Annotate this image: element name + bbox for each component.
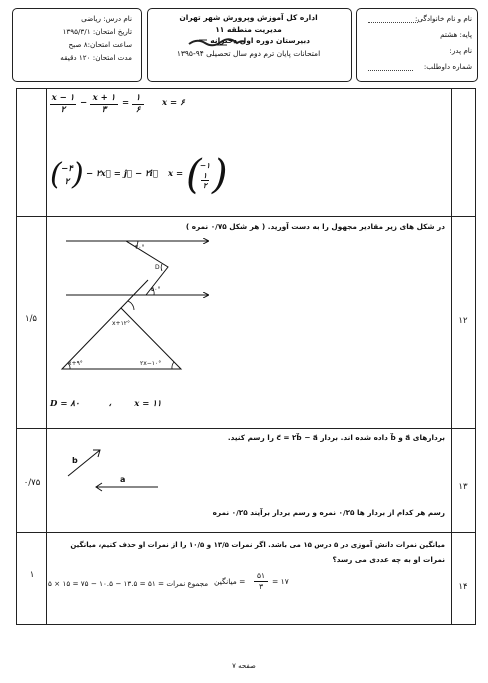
header-right-info [358,11,472,75]
q14-text-line1: میانگین نمرات دانش آموزی در ۵ درس ۱۵ می باشد. اگر نمرات ۱۳/۵ و ۱۰/۵ را از نمرات او حذف کنیم، میانگین [70,541,445,549]
mean-result: = ۱۷ [272,577,289,586]
header-left-info [14,12,132,64]
page-number: صفحه ۷ [232,662,256,670]
exam-duration-label: مدت امتحان: ۱۲۰ دقیقه [60,53,132,62]
eq1-answer: x = ۶ [162,98,185,108]
row-divider-3 [16,532,476,533]
mean-numerator: ۵۱ [254,571,268,582]
father-name-label: نام پدر: [449,46,472,55]
triangle-extension [121,280,148,308]
number-column-divider [451,88,452,625]
eq2-rest: − ۲x⃗ = j⃗ − ۲i⃗ [86,169,158,179]
region-title: مدیریت منطقه ۱۱ [215,25,282,34]
eq1-num2: x + ۱ [90,93,118,105]
candidate-number-label: شماره داوطلب: [423,62,472,71]
q13-text: بردارهای a⃗ و b⃗ داده شده اند. بردار c⃗ = ۲b⃗ − a⃗ را رسم کنید. [227,433,445,442]
exam-time-label: ساعت امتحان:۸ صبح [68,40,132,49]
mean-denominator: ۳ [258,582,264,591]
row-divider-1 [16,216,476,217]
eq2-vector-top: −۴ [61,164,73,174]
exam-title: امتحانات پایان ترم دوم سال تحصیلی ۹۴-۱۳۹۵ [176,49,321,58]
angle-label-50: ۵۰° [151,286,161,293]
q14-text-line2: نمرات او به چه عددی می رسد؟ [332,555,445,564]
grade-label: پایه: هشتم [440,30,472,39]
eq1-rhs-num: ۱ [132,93,144,105]
q14-number: ۱۴ [458,582,468,592]
answer-x: x = ۱۱ [134,399,162,409]
angle-label-d: D [155,264,160,271]
mean-label: میانگین = [214,577,246,586]
exam-date-label: تاریخ امتحان: ۱۳۹۵/۳/۱ [62,27,132,36]
eq2-vector-bottom: ۲ [64,177,70,187]
q13-vectors [60,440,170,500]
answer-separator: ، [108,399,112,409]
eq1-den1: ۲ [60,105,66,115]
q13-number: ۱۳ [458,482,468,492]
eq2-answer-mid-den: ۲ [202,181,208,190]
subject-label: نام درس: ریاضی [81,14,132,23]
eq1-den2: ۳ [101,105,107,115]
name-label: نام و نام خانوادگی: [415,14,472,23]
org-title: اداره کل آموزش وپرورش شهر تهران [179,13,318,22]
vector-a-label: a [120,475,126,484]
q12-number: ۱۲ [458,316,468,326]
eq1-num1: x − ۱ [51,93,75,103]
angle-label-top: x+۱۲° [112,320,131,327]
vector-b-label: b [72,456,78,465]
name-dotted-line [368,22,418,23]
zigzag-line [126,241,168,295]
number-dotted-line [368,70,413,71]
q13-score: ۰/۷۵ [23,478,41,488]
eq2-x-label: x = [168,169,184,179]
school-logo [147,36,350,48]
angle-label-30: ۳۰° [135,244,145,251]
angle-label-left: x+۹° [68,360,83,367]
row-divider-2 [16,428,476,429]
q12-score: ۱/۵ [25,314,37,324]
answer-d: D = ۸۰ [50,399,80,409]
q14-sum-line: ۵ × ۱۵ = ۷۵ − ۱۰.۵ − ۱۳.۵ = ۵۱ = مجموع نمرات [48,579,209,588]
eq2-answer-mid-num: ۱ [202,171,208,180]
angle-label-right: ۲x−۱۰° [140,360,162,367]
q14-score: ۱ [29,570,35,580]
q12-text: در شکل های زیر مقادیر مجهول را به دست آورید. ( هر شکل ۰/۷۵ نمره ) [185,222,445,231]
q13-scoring-note: رسم هر کدام از بردار ها ۰/۲۵ نمره و رسم بردار برآیند ۰/۲۵ نمره [212,508,445,517]
eq2-answer-top: −۱ [199,161,211,170]
header-center-info [147,12,350,60]
q12-answers [50,399,161,409]
school-name: دبیرستان دوره اول دخترانه [210,36,310,45]
eq1-rhs-den: ۶ [135,105,141,115]
